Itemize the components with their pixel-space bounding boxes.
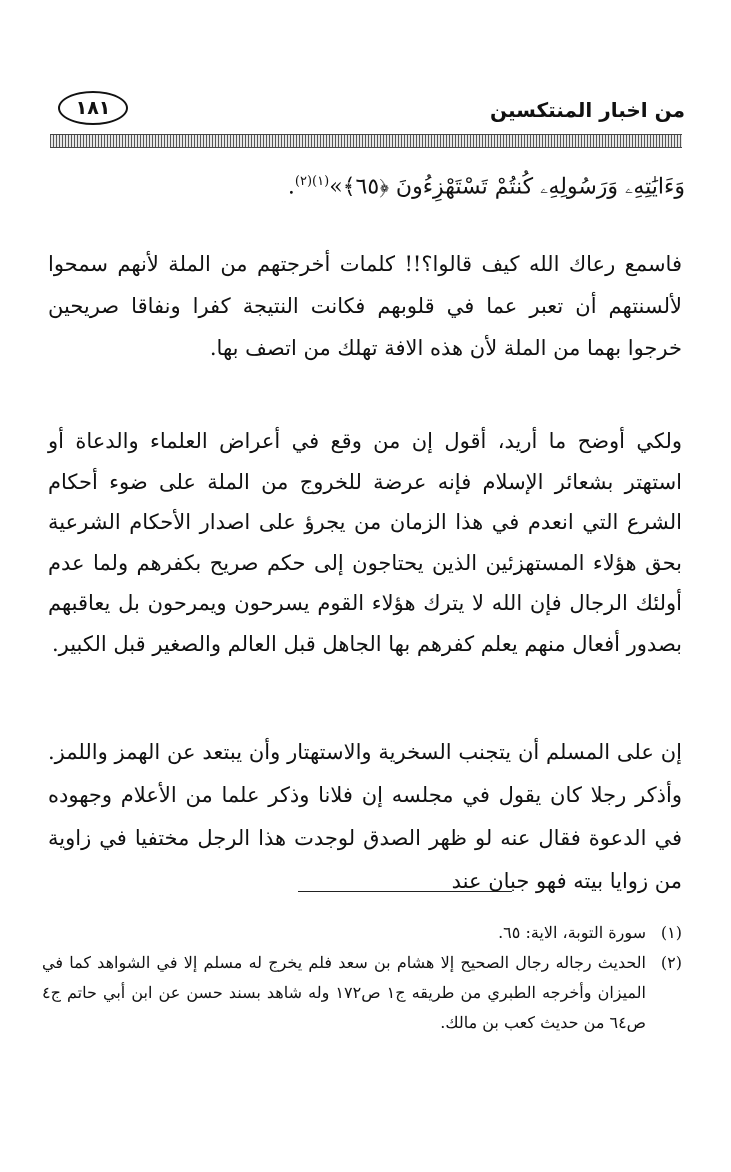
header-rule — [50, 134, 682, 148]
verse-period: . — [287, 174, 295, 200]
verse-end-mark: » — [329, 174, 343, 200]
body-paragraph-1: فاسمع رعاك الله كيف قالوا؟!! كلمات أخرجتهم من الملة لأنهم سمحوا لألسنتهم أن تعبر عما في قلوبهم فكانت النتيجة كفرا ونفاقا صريحين خرجوا بهما من الملة لأن هذه الافة تهلك من اتصف بها. — [48, 252, 682, 360]
verse-text: وَءَايَٰتِهِۦ وَرَسُولِهِۦ كُنتُمْ تَسْتَهْزِءُونَ ﴿٦٥﴾ — [342, 174, 685, 200]
footnote-ref-2: (٢) — [294, 174, 313, 189]
footnote-marker: (٢) — [660, 953, 682, 972]
footnote-1 — [42, 918, 682, 948]
footnotes — [42, 918, 682, 1038]
quran-verse — [49, 162, 685, 207]
footnote-text: سورة التوبة، الاية: ٦٥. — [498, 923, 646, 942]
body-paragraph-2: ولكي أوضح ما أريد، أقول إن من وقع في أعراض العلماء والدعاة أو استهتر بشعائر الإسلام فإنه عرضة للخروج من الملة على ضوء أحكام الشرع التي انعدم في هذا الزمان من يجرؤ على اصدار الأحكام الشرعية بحق هؤلاء المستهزئين الذين يحتاجون إلى حكم صريح بكفرهم ولما عدم أولئك الرجال فإن الله لا يترك هؤلاء القوم يسرحون ويمرحون بل يعاقبهم بصدور أفعال منهم يعلم كفرهم بها الجاهل قبل العالم والصغير قبل الكبير. — [48, 429, 683, 656]
footnote-separator — [298, 891, 512, 892]
running-title: من اخبار المنتكسين — [489, 98, 685, 122]
page-number: ١٨١ — [58, 91, 128, 125]
footnote-marker: (١) — [660, 923, 682, 942]
footnote-ref-1: (١) — [312, 174, 330, 189]
body-paragraph-3: إن على المسلم أن يتجنب السخرية والاستهتار وأن يبتعد عن الهمز واللمز. وأذكر رجلا كان يقول في مجلسه إن فلانا وذكر علما من الأعلام وجهوده في الدعوة فقال عنه لو ظهر الصدق لوجدت هذا الرجل مختفيا في زاوية من زوايا بيته فهو جبان عند — [48, 740, 682, 893]
footnote-2 — [42, 948, 682, 1038]
footnote-text: الحديث رجاله رجال الصحيح إلا هشام بن سعد فلم يخرج له مسلم إلا في الشواهد كما في الميزان وأخرجه الطبري من طريقه ج١ ص١٧٢ وله شاهد بسند حسن عن ابن أبي حاتم ج٤ ص٦٤ من حديث كعب بن مالك. — [42, 953, 646, 1032]
